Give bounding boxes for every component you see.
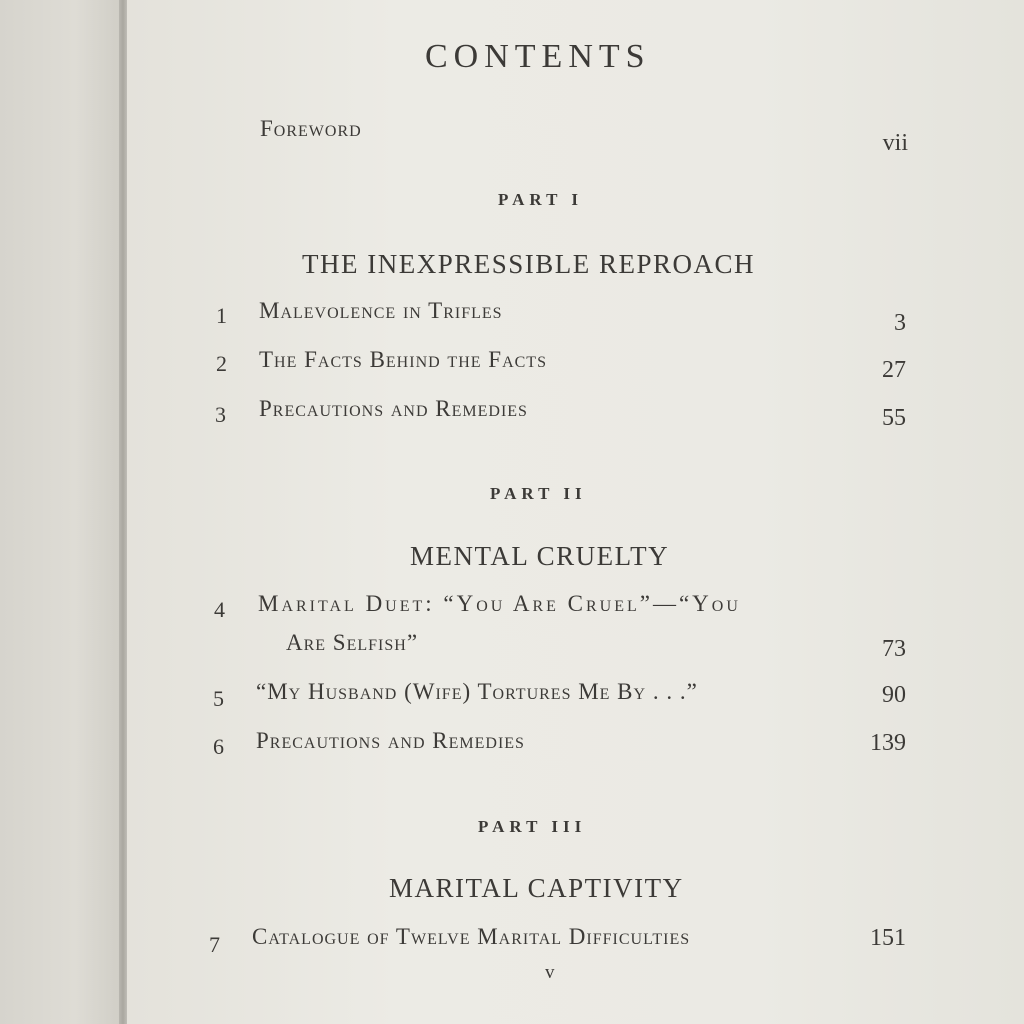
chapter-title: The Facts Behind the Facts [259,347,547,372]
chapter-number: 7 [209,932,220,957]
foreword-label: Foreword [260,116,362,141]
chapter-page: 90 [882,682,906,708]
chapter-title: Precautions and Remedies [259,396,528,421]
part-label: PART II [490,484,587,503]
chapter-page: 73 [882,636,906,662]
chapter-number: 1 [216,303,227,328]
footer-page-number: v [545,962,555,983]
chapter-page: 27 [882,357,906,383]
part-label: PART III [478,817,587,836]
chapter-page: 151 [870,925,906,951]
chapter-title: Malevolence in Trifles [259,298,503,323]
chapter-title: Precautions and Remedies [256,728,525,753]
part-title: THE INEXPRESSIBLE REPROACH [302,249,756,279]
left-page [0,0,125,1024]
chapter-page: 3 [894,310,906,336]
page-title: CONTENTS [425,38,651,75]
part-title: MENTAL CRUELTY [410,541,670,571]
chapter-number: 2 [216,351,227,376]
part-label: PART I [498,190,583,209]
chapter-title: Marital Duet: “You Are Cruel”—“You [258,591,741,616]
part-title: MARITAL CAPTIVITY [389,873,684,903]
chapter-number: 5 [213,686,224,711]
chapter-title: “My Husband (Wife) Tortures Me By . . .” [256,679,698,704]
chapter-title: Catalogue of Twelve Marital Difficulties [252,924,691,949]
chapter-number: 4 [214,597,225,622]
chapter-page: 55 [882,405,906,431]
chapter-title-continued: Are Selfish” [286,630,419,655]
chapter-page: 139 [870,730,906,756]
chapter-number: 3 [215,402,226,427]
foreword-page: vii [882,130,908,156]
chapter-number: 6 [213,734,224,759]
